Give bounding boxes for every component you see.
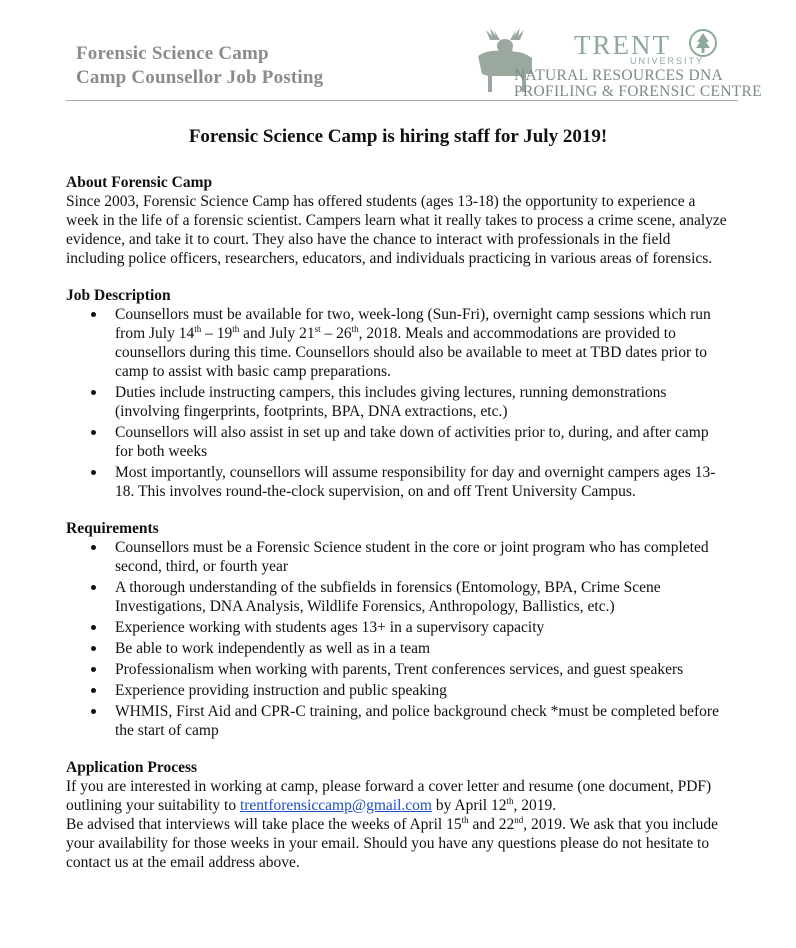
list-item: A thorough understanding of the subfields in forensics (Entomology, BPA, Crime Scene Investigations, DNA Analysis, Wildlife Forensics, Anthropology, Ballistics, etc.) <box>66 578 730 616</box>
header-title-line2: Camp Counsellor Job Posting <box>76 67 324 88</box>
application-heading: Application Process <box>66 759 198 776</box>
logo-university-text: UNIVERSITY <box>630 56 705 66</box>
requirements-list <box>66 538 730 740</box>
logo-trent-text: TRENT <box>574 30 671 60</box>
application-section <box>66 758 730 872</box>
bullet-icon <box>91 585 96 590</box>
list-item: Counsellors must be a Forensic Science student in the core or joint program who has completed second, third, or fourth year <box>66 538 730 576</box>
bullet-icon <box>91 667 96 672</box>
list-item: Be able to work independently as well as in a team <box>66 639 730 658</box>
bullet-icon <box>91 625 96 630</box>
list-item: Duties include instructing campers, this includes giving lectures, running demonstrations (involving fingerprints, footprints, BPA, DNA extractions, etc.) <box>66 383 730 421</box>
email-link[interactable]: trentforensiccamp@gmail.com <box>239 797 432 814</box>
list-item: Professionalism when working with parents, Trent conferences services, and guest speakers <box>66 660 730 679</box>
bullet-icon <box>91 430 96 435</box>
list-item: Counsellors must be available for two, week-long (Sun-Fri), overnight camp sessions which run from July 14th – 19th and July 21st – 26th, 2018. Meals and accommodations are provided to counsellors during this time. Counsellors should also be available to meet at TBD dates prior to camp to assist with basic camp preparations. <box>66 305 730 381</box>
list-item: WHMIS, First Aid and CPR-C training, and police background check *must be completed before the start of camp <box>66 702 730 740</box>
bullet-icon <box>91 709 96 714</box>
list-item: Experience providing instruction and public speaking <box>66 681 730 700</box>
bullet-icon <box>91 470 96 475</box>
page-header <box>0 0 796 102</box>
document-body <box>66 173 730 890</box>
bullet-icon <box>91 545 96 550</box>
application-text-2: Be advised that interviews will take place the weeks of April 15th and 22nd, 2019. We ask that you include your availability for those weeks in your email. Should you have any questions please do not hesitate to contact us at the email address above. <box>66 814 718 871</box>
application-text-1: If you are interested in working at camp, please forward a cover letter and resume (one document, PDF) outlining your suitability to trentforensiccamp@gmail.com by April 12th, 2019. <box>66 778 712 814</box>
job-description-section <box>66 286 730 501</box>
bullet-icon <box>91 390 96 395</box>
trent-logo <box>470 26 762 100</box>
header-title-line1: Forensic Science Camp <box>76 43 269 64</box>
list-item: Experience working with students ages 13+ in a supervisory capacity <box>66 618 730 637</box>
list-item: Counsellors will also assist in set up and take down of activities prior to, during, and after camp for both weeks <box>66 423 730 461</box>
about-section <box>66 173 730 268</box>
tree-icon <box>688 28 718 58</box>
bullet-icon <box>91 312 96 317</box>
logo-centre-line2: PROFILING & FORENSIC CENTRE <box>514 83 762 100</box>
requirements-section <box>66 519 730 740</box>
requirements-heading: Requirements <box>66 520 159 537</box>
list-item: Most importantly, counsellors will assume responsibility for day and overnight campers ages 13-18. This involves round-the-clock supervision, on and off Trent University Campus. <box>66 463 730 501</box>
page-title: Forensic Science Camp is hiring staff for July 2019! <box>188 126 608 147</box>
job-description-list <box>66 305 730 501</box>
logo-centre-line1: NATURAL RESOURCES DNA <box>514 67 723 84</box>
header-divider <box>66 100 738 101</box>
header-titles <box>76 42 323 90</box>
about-heading: About Forensic Camp <box>66 174 213 191</box>
about-text: Since 2003, Forensic Science Camp has offered students (ages 13-18) the opportunity to experience a week in the life of a forensic scientist. Campers learn what it really takes to process a crime scene, analyze evidence, and take it to court. They also have the chance to interact with professionals in the field including police officers, researchers, educators, and individuals practicing in various areas of forensics. <box>66 193 727 267</box>
bullet-icon <box>91 646 96 651</box>
bullet-icon <box>91 688 96 693</box>
job-description-heading: Job Description <box>66 287 171 304</box>
